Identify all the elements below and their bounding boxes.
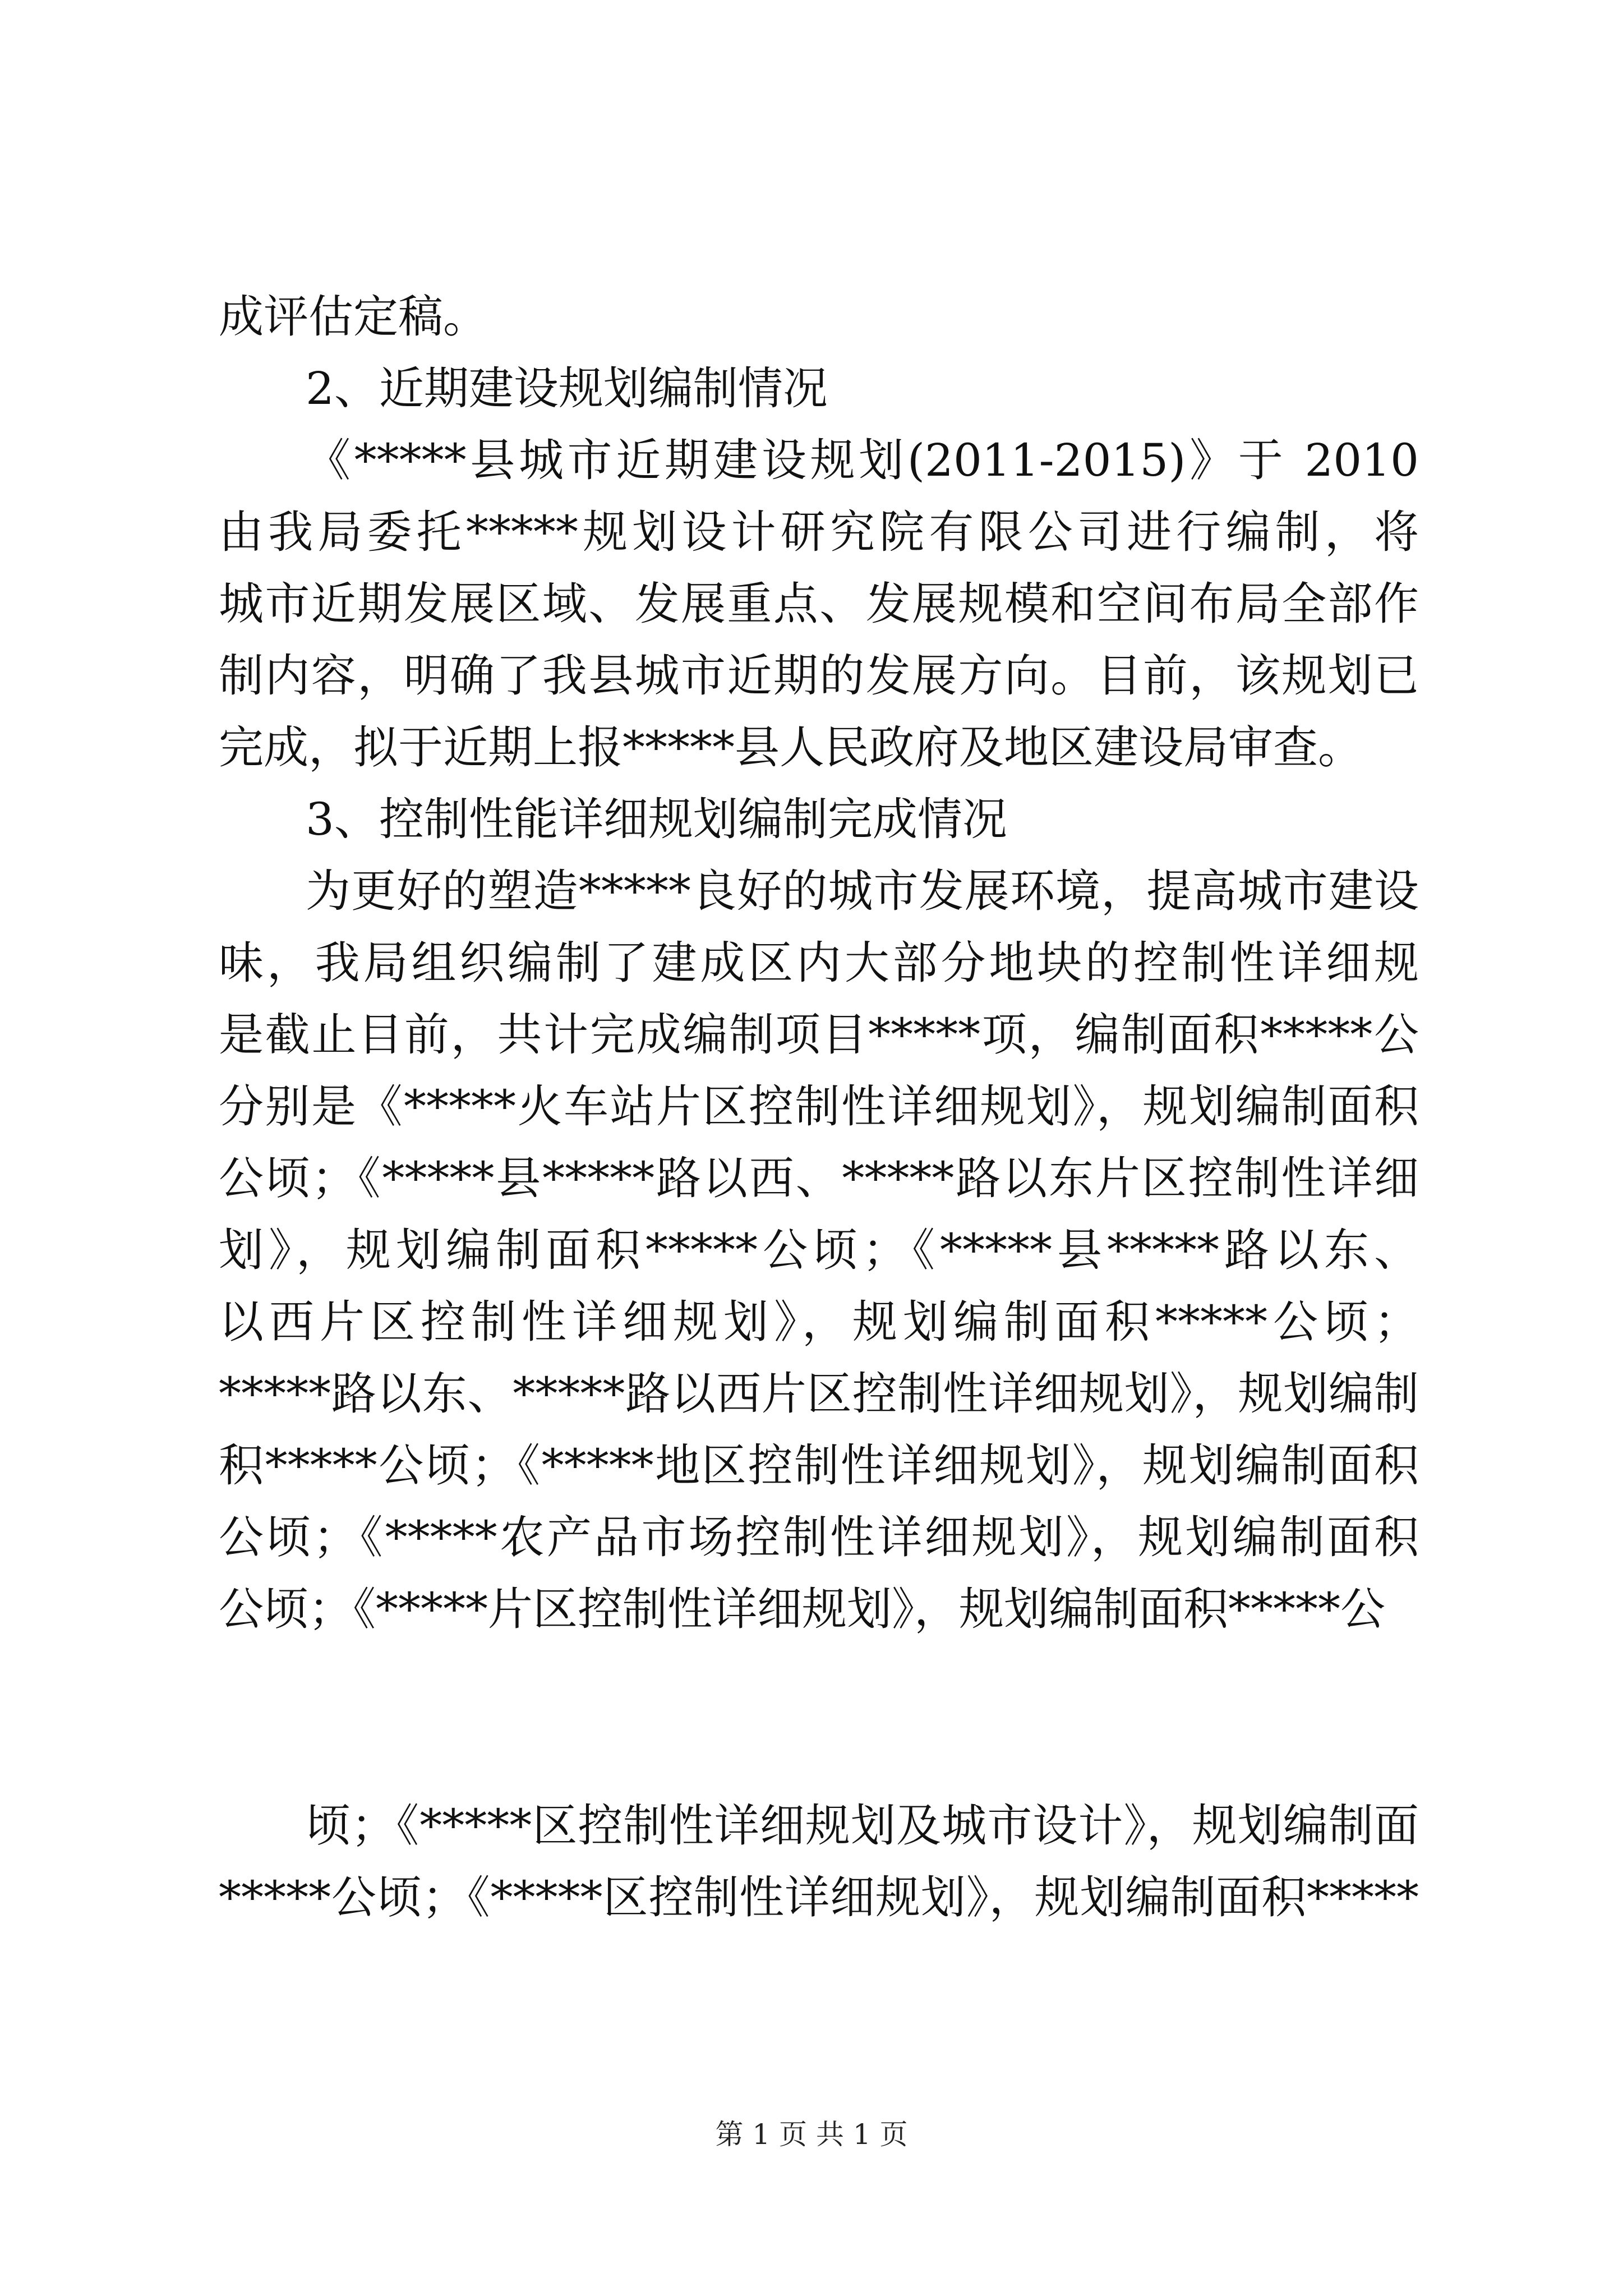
text-line-10: 味，我局组织编制了建成区内大部分地块的控制性详细规 xyxy=(219,937,1419,989)
page-number-footer: 第 1 页 共 1 页 xyxy=(715,2118,908,2151)
text-line-13: 公顷；《*****县*****路以西、*****路以东片区控制性详细 xyxy=(219,1152,1419,1204)
text-line-16: *****路以东、*****路以西片区控制性详细规划》，规划编制 xyxy=(219,1368,1419,1420)
text-line-9: 为更好的塑造*****良好的城市发展环境，提高城市建设 xyxy=(306,865,1419,917)
section-heading-3: 3、控制性能详细规划编制完成情况 xyxy=(306,793,1007,845)
text-line-7: 完成，拟于近期上报*****县人民政府及地区建设局审查。 xyxy=(219,721,1363,774)
text-line-18: 公顷；《*****农产品市场控制性详细规划》，规划编制面积 xyxy=(219,1511,1419,1563)
text-line-12: 分别是《*****火车站片区控制性详细规划》，规划编制面积 xyxy=(219,1080,1419,1133)
text-line-5: 城市近期发展区域、发展重点、发展规模和空间布局全部作 xyxy=(219,578,1419,630)
text-line-15: 以西片区控制性详细规划》，规划编制面积*****公顷； xyxy=(219,1296,1419,1348)
text-line-4: 由我局委托*****规划设计研究院有限公司进行编制，将 xyxy=(219,506,1419,558)
text-line-6: 制内容，明确了我县城市近期的发展方向。目前，该规划已 xyxy=(219,650,1419,702)
text-line-20: 顷；《*****区控制性详细规划及城市设计》，规划编制面 xyxy=(306,1800,1419,1852)
text-line-14: 划》，规划编制面积*****公顷；《*****县*****路以东、 xyxy=(219,1224,1419,1276)
text-line-1: 成评估定稿。 xyxy=(219,291,488,343)
text-line-19: 公顷；《*****片区控制性详细规划》，规划编制面积*****公 xyxy=(219,1583,1385,1635)
text-line-21: *****公顷；《*****区控制性详细规划》，规划编制面积***** xyxy=(219,1871,1419,1924)
text-line-17: 积*****公顷；《*****地区控制性详细规划》，规划编制面积 xyxy=(219,1439,1419,1492)
text-line-3: 《*****县城市近期建设规划(2011-2015)》于 2010 xyxy=(306,434,1419,486)
text-line-11: 是截止目前，共计完成编制项目*****项，编制面积*****公 xyxy=(219,1009,1419,1061)
section-heading-2: 2、近期建设规划编制情况 xyxy=(306,362,828,415)
